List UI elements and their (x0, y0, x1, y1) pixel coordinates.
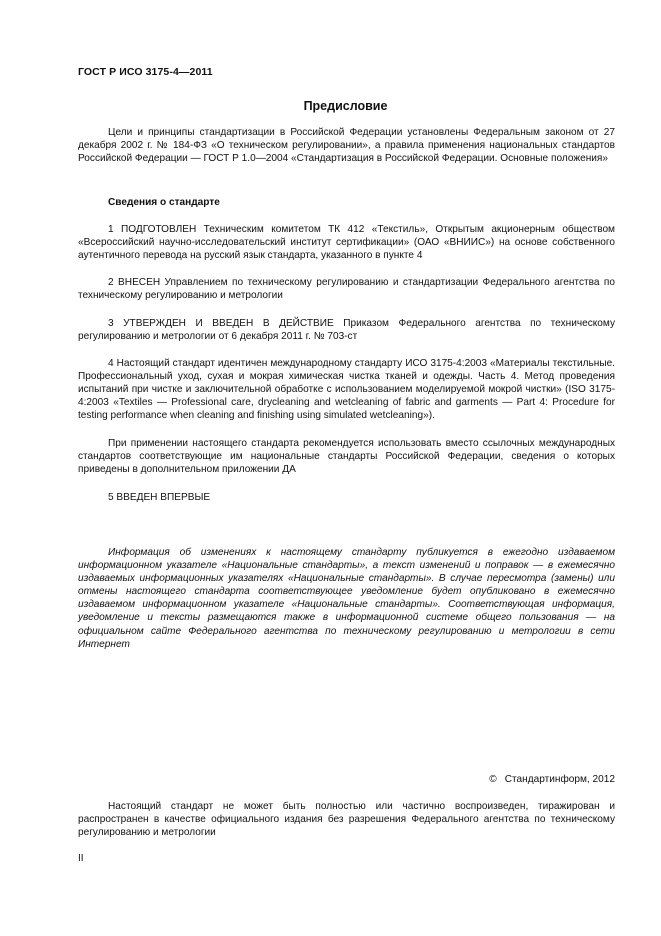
standard-info-heading: Сведения о стандарте (108, 197, 220, 208)
item-3-paragraph: 3 УТВЕРЖДЕН И ВВЕДЕН В ДЕЙСТВИЕ Приказом Федерального агентства по техническому регулированию и метрологии от 6 декабря 2011 г. № 703-ст (78, 318, 615, 343)
reproduction-notice: Настоящий стандарт не может быть полностью или частично воспроизведен, тиражирован и распространен в качестве официального издания без разрешения Федерального агентства по техническому регулированию и метрологии (78, 801, 615, 839)
page-title: Предисловие (303, 99, 388, 113)
copyright-text: Стандартинформ, 2012 (504, 774, 615, 785)
copyright-line (489, 773, 615, 786)
item-4-note-paragraph: При применении настоящего стандарта рекомендуется использовать вместо ссылочных международных стандартов соответствующие им национальные стандарты Российской Федерации, сведения о которых приведены в дополнительном приложении ДА (78, 438, 615, 476)
page-number: II (78, 853, 84, 864)
changes-notice: Информация об изменениях к настоящему стандарту публикуется в ежегодно издаваемом информационном указателе «Национальные стандарты», а текст изменений и поправок — в ежемесячно издаваемых информационных указателях «Национальные стандарты». В случае пересмотра (замены) или отмены настоящего стандарта соответствующее уведомление будет опубликовано в ежемесячно издаваемом информационном указателе «Национальные стандарты». Соответствующая информация, уведомление и тексты размещаются также в информационной системе общего пользования — на официальном сайте Федерального агентства по техническому регулированию и метрологии в сети Интернет (78, 547, 615, 650)
item-4-paragraph: 4 Настоящий стандарт идентичен международному стандарту ИСО 3175-4:2003 «Материалы текстильные. Профессиональный уход, сухая и мокрая химическая чистка тканей и одежды. Часть 4. Метод проведения испытаний при чистке и заключительной обработке с использованием моделируемой мокрой чистки» (ISO 3175-4:2003 «Textiles — Professional care, drycleaning and wetcleaning of fabric and garments — Part 4: Procedure for testing performance when cleaning and finishing using simulated wetcleaning»). (78, 358, 615, 422)
copyright-symbol: © (489, 774, 497, 785)
item-1-paragraph: 1 ПОДГОТОВЛЕН Техническим комитетом ТК 412 «Текстиль», Открытым акционерным обществом «Всероссийский научно-исследовательский институт сертификации» (ОАО «ВНИИС») на основе собственного аутентичного перевода на русский язык стандарта, указанного в пункте 4 (78, 224, 615, 262)
item-2-paragraph: 2 ВНЕСЕН Управлением по техническому регулированию и стандартизации Федерального агентства по техническому регулированию и метрологии (78, 277, 615, 302)
document-code: ГОСТ Р ИСО 3175-4—2011 (78, 66, 213, 78)
item-5-paragraph: 5 ВВЕДЕН ВПЕРВЫЕ (108, 492, 211, 503)
intro-paragraph: Цели и принципы стандартизации в Российской Федерации установлены Федеральным законом от 27 декабря 2002 г. № 184-ФЗ «О техническом регулировании», а правила применения национальных стандартов Российской Федерации — ГОСТ Р 1.0—2004 «Стандартизация в Российской Федерации. Основные положения» (78, 127, 615, 165)
